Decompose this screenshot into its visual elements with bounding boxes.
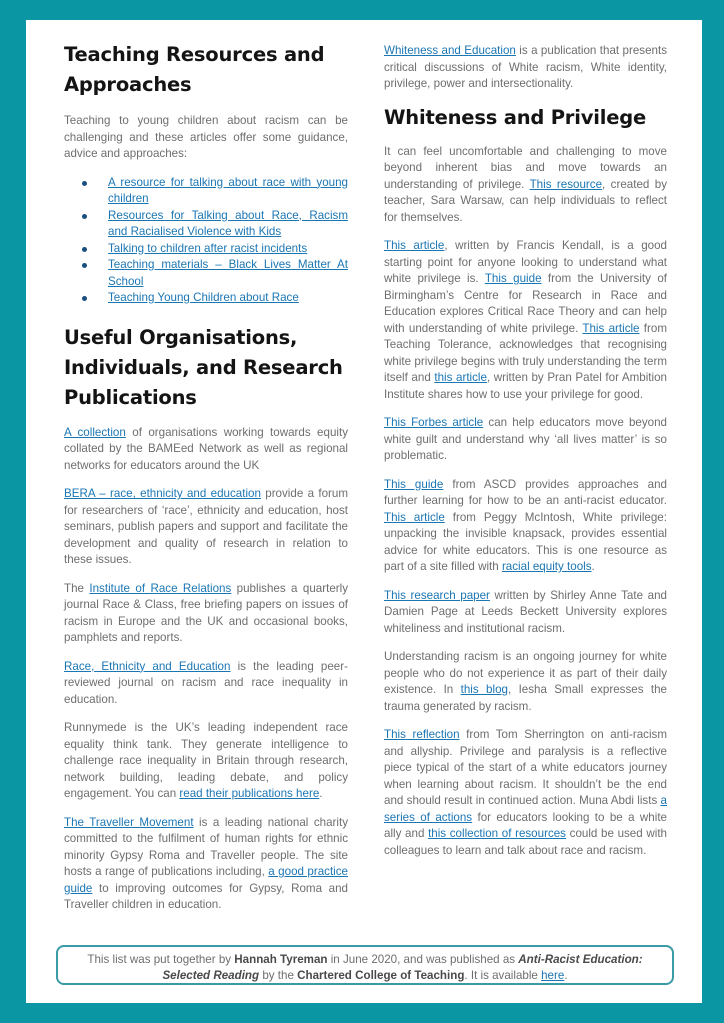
link-research-paper[interactable]: This research paper: [384, 588, 490, 602]
link-bera[interactable]: BERA – race, ethnicity and education: [64, 487, 261, 500]
bullet-icon: [82, 181, 87, 186]
link-teaching-young-children[interactable]: Teaching Young Children about Race: [108, 291, 299, 304]
link-resource-talking-race[interactable]: A resource for talking about race with young children: [108, 175, 348, 205]
link-runnymede-publications[interactable]: read their publications here: [179, 787, 320, 800]
link-pran-patel-article[interactable]: this article: [434, 371, 487, 384]
link-racial-equity-tools[interactable]: racial equity tools: [501, 560, 592, 573]
link-this-blog[interactable]: this blog: [460, 683, 508, 696]
teaching-intro: Teaching to young children about racism can be challenging and these articles offer some guidance, advice and approaches:: [64, 114, 348, 160]
paragraph-bera: BERA – race, ethnicity and education provide a forum for researchers of ‘race’, ethnicity and education, host seminars, publish papers and support and facilitate the development and quality of research in relation to these issues.: [64, 487, 348, 566]
bullet-icon: [82, 263, 87, 268]
link-racist-incidents[interactable]: Talking to children after racist incidents: [108, 241, 308, 255]
right-column: [384, 20, 667, 859]
link-ascd-guide[interactable]: This guide: [384, 477, 444, 491]
paragraph-forbes: This Forbes article can help educators move beyond white guilt and understand why ‘all lives matter’ is so problematic.: [384, 416, 667, 462]
link-resources-racialised-violence[interactable]: Resources for Talking about Race, Racism and Racialised Violence with Kids: [108, 208, 348, 238]
paragraph-sherrington: This reflection from Tom Sherrington on anti-racism and allyship. Privilege and paralysis is a reflective piece typical of the start of a white educators journey when learning about racism. It shouldn’t be the end and should result in continued action. Muna Abdi lists a series of actions for educators looking to be a white ally and this collection of resources could be used with colleagues to learn and talk about race and racism.: [384, 728, 667, 857]
link-institute-race-relations[interactable]: Institute of Race Relations: [89, 581, 232, 595]
organisation-name: Chartered College of Teaching: [297, 969, 465, 982]
paragraph-traveller-movement: The Traveller Movement is a leading national charity committed to the fulfilment of human rights for ethnic minority Gypsy Roma and Traveller people. The site hosts a range of publications including, a good practice guide to improving outcomes for Gypsy, Roma and Traveller children in education.: [64, 815, 348, 911]
list-item: [64, 175, 348, 208]
paragraph-irr: The Institute of Race Relations publishes a quarterly journal Race & Class, free briefing papers on issues of racism in Europe and the UK and occasional books, pamphlets and reports.: [64, 581, 349, 644]
link-good-practice-guide[interactable]: a good practice guide: [64, 865, 348, 895]
link-kendall-article[interactable]: This article: [384, 239, 445, 252]
heading-whiteness-privilege: Whiteness and Privilege: [384, 105, 647, 129]
author-name: Hannah Tyreman: [234, 953, 328, 966]
document-page: [26, 20, 702, 1003]
link-race-ethnicity-education[interactable]: Race, Ethnicity and Education: [64, 659, 231, 673]
teaching-links-list: [64, 175, 348, 307]
link-series-of-actions[interactable]: a series of actions: [384, 794, 667, 824]
bullet-icon: [82, 247, 87, 252]
bullet-icon: [82, 296, 87, 301]
paragraph-research-paper: This research paper written by Shirley Anne Tate and Damien Page at Leeds Beckett University explores whiteliness and institutional racism.: [384, 588, 667, 635]
link-a-collection[interactable]: A collection: [64, 425, 126, 439]
link-this-resource[interactable]: This resource: [529, 177, 603, 191]
paragraph-ongoing-journey: Understanding racism is an ongoing journey for white people who do not experience it as part of their daily existence. In this blog, Iesha Small expresses the trauma generated by racism.: [384, 650, 667, 713]
link-here[interactable]: here: [541, 969, 565, 982]
list-item: [64, 290, 348, 307]
paragraph-ascd: This guide from ASCD provides approaches and further learning for how to be an anti-racist educator. This article from Peggy McIntosh, White privilege: unpacking the invisible knapsack, provides essential advice for white educators. This is one resource as part of a site filled with racial equity tools.: [384, 477, 667, 573]
link-whiteness-and-education[interactable]: Whiteness and Education: [384, 44, 516, 57]
link-mcintosh-article[interactable]: This article: [384, 510, 445, 524]
link-teaching-tolerance-article[interactable]: This article: [582, 321, 640, 335]
paragraph-race-ethnicity-education: Race, Ethnicity and Education is the leading peer-reviewed journal on racism and race inequality in education.: [64, 659, 348, 706]
link-traveller-movement[interactable]: The Traveller Movement: [64, 815, 194, 829]
link-forbes-article[interactable]: This Forbes article: [384, 416, 484, 429]
link-birmingham-guide[interactable]: This guide: [484, 272, 542, 285]
list-item: [64, 241, 348, 258]
paragraph-bameed: A collection of organisations working towards equity collated by the BAMEed Network as well as regional networks for educators around the UK: [64, 425, 348, 472]
list-item: [64, 257, 348, 290]
paragraph-kendall: This article, written by Francis Kendall, is a good starting point for anyone looking to understand what white privilege is. This guide from the University of Birmingham’s Centre for Research in Race and Education explores Critical Race Theory and can help with understanding of white privilege. This article from Teaching Tolerance, acknowledges that recognising white privilege begins with truly understanding the term itself and this article, written by Pran Patel for Ambition Institute shares how to use your privilege for good.: [384, 239, 667, 401]
link-this-reflection[interactable]: This reflection: [384, 728, 460, 741]
paragraph-whiteness-education: Whiteness and Education is a publication that presents critical discussions of White racism, White identity, privilege, power and intersectionality.: [384, 44, 667, 90]
heading-teaching-resources: Teaching Resources and Approaches: [64, 43, 325, 96]
left-column: [64, 20, 348, 914]
list-item: [64, 208, 348, 241]
link-collection-of-resources[interactable]: this collection of resources: [428, 827, 566, 840]
bullet-icon: [82, 214, 87, 219]
attribution-box: This list was put together by Hannah Tyreman in June 2020, and was published as Anti-Racist Education: Selected Reading by the Chartered College of Teaching. It is available here.: [56, 945, 674, 985]
heading-useful-organisations: Useful Organisations, Individuals, and Research Publications: [64, 325, 343, 409]
paragraph-runnymede: Runnymede is the UK’s leading independent race equality think tank. They generate intelligence to challenge race inequality in Britain through research, network building, leading debate, and policy engagement. You can read their publications here.: [64, 721, 348, 800]
publication-title: Anti-Racist Education: Selected Reading: [162, 953, 643, 982]
link-blm-at-school[interactable]: Teaching materials – Black Lives Matter At School: [108, 258, 348, 288]
paragraph-uncomfortable: It can feel uncomfortable and challenging to move beyond inherent bias and move towards an understanding of privilege. This resource, created by teacher, Sara Warsaw, can help individuals to reflect for themselves.: [384, 144, 667, 224]
